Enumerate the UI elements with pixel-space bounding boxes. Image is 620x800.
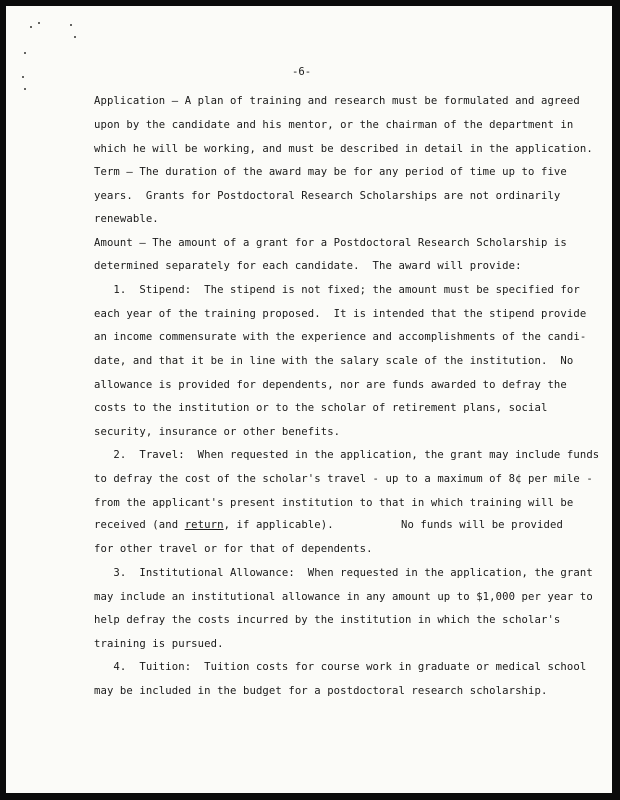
- scan-speck: [38, 22, 40, 24]
- text-line: for other travel or for that of dependents.: [94, 543, 373, 555]
- scan-speck: [24, 88, 26, 90]
- scan-speck: [74, 36, 76, 38]
- text-line: renewable.: [94, 213, 159, 225]
- text-segment: received (and: [94, 519, 185, 531]
- text-line: an income commensurate with the experience and accomplishments of the candi-: [94, 331, 587, 343]
- text-line: 1. Stipend: The stipend is not fixed; the amount must be specified for: [94, 284, 580, 296]
- text-line: costs to the institution or to the scholar of retirement plans, social: [94, 402, 548, 414]
- text-line: help defray the costs incurred by the institution in which the scholar's: [94, 614, 561, 626]
- text-line: may be included in the budget for a postdoctoral research scholarship.: [94, 685, 548, 697]
- document-page: [6, 6, 612, 793]
- scan-speck: [70, 24, 72, 26]
- scan-speck: [30, 26, 32, 28]
- text-line: to defray the cost of the scholar's travel - up to a maximum of 8¢ per mile -: [94, 473, 593, 485]
- text-line: Term — The duration of the award may be for any period of time up to five: [94, 166, 567, 178]
- text-line: upon by the candidate and his mentor, or the chairman of the department in: [94, 119, 574, 131]
- text-line: which he will be working, and must be described in detail in the application.: [94, 143, 593, 155]
- text-line: Application — A plan of training and research must be formulated and agreed: [94, 95, 580, 107]
- underlined-word: return: [184, 519, 224, 531]
- text-line: 4. Tuition: Tuition costs for course work in graduate or medical school: [94, 661, 587, 673]
- text-line: date, and that it be in line with the salary scale of the institution. No: [94, 355, 574, 367]
- text-line: may include an institutional allowance in any amount up to $1,000 per year to: [94, 591, 593, 603]
- text-line: each year of the training proposed. It is intended that the stipend provide: [94, 308, 587, 320]
- scan-speck: [22, 76, 24, 78]
- text-line: security, insurance or other benefits.: [94, 426, 341, 438]
- text-line: [94, 518, 334, 532]
- scan-speck: [24, 52, 26, 54]
- text-line: allowance is provided for dependents, nor are funds awarded to defray the: [94, 379, 567, 391]
- page-number: -6-: [292, 66, 312, 78]
- text-segment: , if applicable).: [223, 519, 334, 531]
- text-line: 2. Travel: When requested in the application, the grant may include funds: [94, 449, 600, 461]
- text-line: years. Grants for Postdoctoral Research Scholarships are not ordinarily: [94, 190, 561, 202]
- text-line: No funds will be provided: [401, 519, 563, 531]
- text-line: 3. Institutional Allowance: When requested in the application, the grant: [94, 567, 593, 579]
- text-line: determined separately for each candidate. The award will provide:: [94, 260, 522, 272]
- text-line: training is pursued.: [94, 638, 224, 650]
- text-line: Amount — The amount of a grant for a Postdoctoral Research Scholarship is: [94, 237, 567, 249]
- text-line: from the applicant's present institution to that in which training will be: [94, 497, 574, 509]
